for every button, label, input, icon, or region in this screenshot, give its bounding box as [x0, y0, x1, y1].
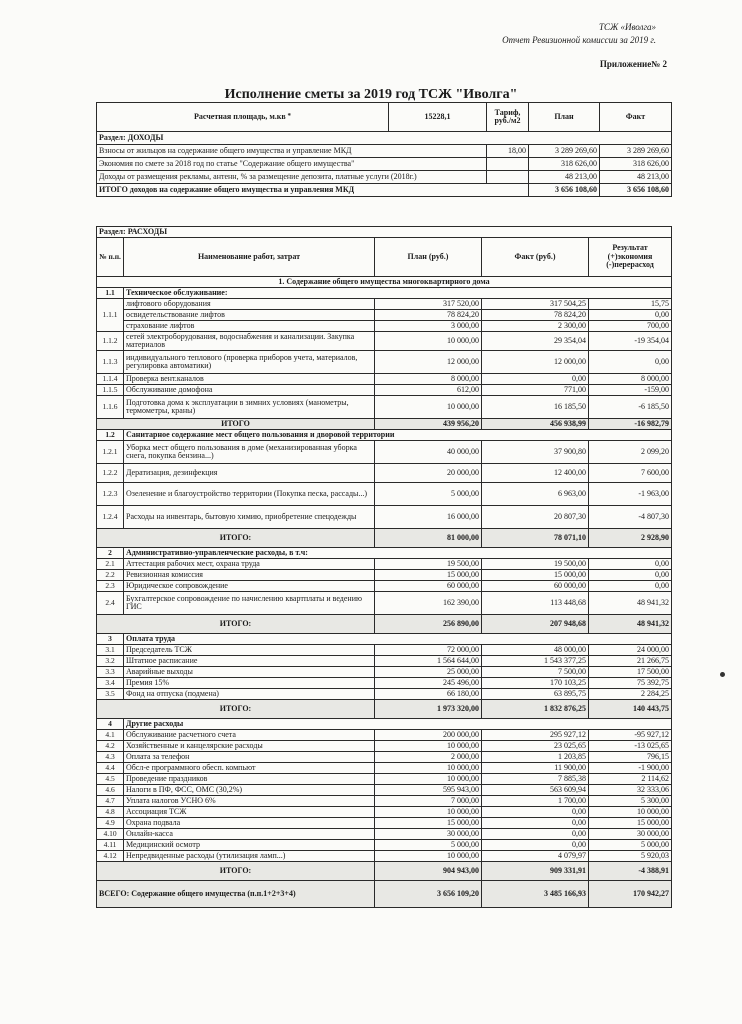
subsection-row — [97, 288, 672, 299]
row-plan: 12 000,00 — [375, 351, 482, 374]
row-result: 24 000,00 — [589, 645, 672, 656]
table-row — [97, 752, 672, 763]
row-fact: 60 000,00 — [482, 581, 589, 592]
row-code: 3.3 — [97, 667, 124, 678]
row-plan: 2 000,00 — [375, 752, 482, 763]
row-name: освидетельствование лифтов — [124, 310, 375, 321]
row-fact: 12 400,00 — [482, 464, 589, 483]
income-total-plan: 3 656 108,60 — [529, 184, 600, 197]
row-name: Онлайн-касса — [124, 829, 375, 840]
income-row-name: Доходы от размещения рекламы, антенн, % за размещение депозита, платные услуги (2018г.) — [97, 171, 487, 184]
row-fact: 295 927,12 — [482, 730, 589, 741]
row-name: Налоги в ПФ, ФСС, ОМС (30,2%) — [124, 785, 375, 796]
income-row-plan: 48 213,00 — [529, 171, 600, 184]
row-result: -1 963,00 — [589, 483, 672, 506]
row-name: сетей электроборудования, водоснабжения и канализации. Закупка материалов — [124, 332, 375, 351]
income-row-name: Экономия по смете за 2018 год по статье "Содержание общего имущества" — [97, 158, 487, 171]
table-row — [97, 667, 672, 678]
row-fact: 0,00 — [482, 807, 589, 818]
income-row — [97, 171, 672, 184]
row-result: 5 920,03 — [589, 851, 672, 862]
subtotal-label: ИТОГО: — [97, 862, 375, 881]
row-code: 2.2 — [97, 570, 124, 581]
row-fact: 7 500,00 — [482, 667, 589, 678]
row-plan: 10 000,00 — [375, 332, 482, 351]
subtotal-fact: 1 832 876,25 — [482, 700, 589, 719]
row-plan: 66 180,00 — [375, 689, 482, 700]
row-code: 1.2 — [97, 430, 124, 441]
row-name: Дератизация, дезинфекция — [124, 464, 375, 483]
row-code: 4.12 — [97, 851, 124, 862]
row-fact: 37 900,80 — [482, 441, 589, 464]
row-result: 7 600,00 — [589, 464, 672, 483]
row-fact: 2 300,00 — [482, 321, 589, 332]
row-code: 2.1 — [97, 559, 124, 570]
subsection-row — [97, 634, 672, 645]
row-plan: 10 000,00 — [375, 763, 482, 774]
row-name: индивидуального теплового (проверка приборов учета, материалов, регулировка автоматики) — [124, 351, 375, 374]
row-code: 4.8 — [97, 807, 124, 818]
row-plan: 25 000,00 — [375, 667, 482, 678]
appendix-label: Приложение№ 2 — [599, 59, 667, 69]
row-code: 4.2 — [97, 741, 124, 752]
row-name: Бухгалтерское сопровождение по начислению квартплаты и ведению ГИС — [124, 592, 375, 615]
row-name: Штатное расписание — [124, 656, 375, 667]
org-line: ТСЖ «Иволга» — [598, 22, 656, 32]
row-code: 4.9 — [97, 818, 124, 829]
page-title: Исполнение сметы за 2019 год ТСЖ "Иволга" — [224, 87, 518, 102]
row-fact: 19 500,00 — [482, 559, 589, 570]
row-name: Ассоциация ТСЖ — [124, 807, 375, 818]
row-name: Аварийные выходы — [124, 667, 375, 678]
expenses-section-row — [97, 227, 672, 238]
row-code: 3.5 — [97, 689, 124, 700]
col-plan-header: План (руб.) — [375, 238, 482, 277]
row-plan: 60 000,00 — [375, 581, 482, 592]
row-result: 48 941,32 — [589, 592, 672, 615]
row-result: 2 099,20 — [589, 441, 672, 464]
table-row — [97, 645, 672, 656]
col-result-header: Результат (+)экономия (-)перерасход — [589, 238, 672, 277]
col-tariff-header: Тариф, руб./м2 — [487, 103, 529, 132]
row-name: Юридическое сопровождение — [124, 581, 375, 592]
table-row — [97, 840, 672, 851]
row-result: -13 025,65 — [589, 741, 672, 752]
col-fact-header: Факт — [600, 103, 672, 132]
table-row — [97, 796, 672, 807]
row-code: 1.1.5 — [97, 385, 124, 396]
table-row — [97, 299, 672, 310]
row-name: Проверка вент.каналов — [124, 374, 375, 385]
row-fact: 0,00 — [482, 818, 589, 829]
row-fact: 4 079,97 — [482, 851, 589, 862]
ink-dot — [720, 672, 725, 677]
row-name: Аттестация рабочих мест, охрана труда — [124, 559, 375, 570]
income-section-row — [97, 132, 672, 145]
table-row — [97, 730, 672, 741]
row-fact: 78 824,20 — [482, 310, 589, 321]
section-title: 1. Содержание общего имущества многоквартирного дома — [97, 277, 672, 288]
subsection-title: Санитарное содержание мест общего пользования и дворовой территории — [124, 430, 672, 441]
subtotal-result: 2 928,90 — [589, 529, 672, 548]
row-result: 21 266,75 — [589, 656, 672, 667]
grand-total-label: ВСЕГО: Содержание общего имущества (п.п.1+2+3+4) — [97, 881, 375, 908]
row-name: Проведение праздников — [124, 774, 375, 785]
row-code: 4 — [97, 719, 124, 730]
row-plan: 78 824,20 — [375, 310, 482, 321]
grand-total-fact: 3 485 166,93 — [482, 881, 589, 908]
row-name: Непредвиденные расходы (утилизация ламп...) — [124, 851, 375, 862]
row-name: Расходы на инвентарь, бытовую химию, приобретение спецодежды — [124, 506, 375, 529]
subtotal-fact: 909 331,91 — [482, 862, 589, 881]
row-fact: 563 609,94 — [482, 785, 589, 796]
row-name: Премия 15% — [124, 678, 375, 689]
row-code: 1.2.4 — [97, 506, 124, 529]
row-name: Уплата налогов УСНО 6% — [124, 796, 375, 807]
subtotal-row — [97, 862, 672, 881]
table-row — [97, 785, 672, 796]
grand-total-row — [97, 881, 672, 908]
row-fact: 20 807,30 — [482, 506, 589, 529]
subtotal-plan: 256 890,00 — [375, 615, 482, 634]
subsection-title: Другие расходы — [124, 719, 672, 730]
row-fact: 29 354,04 — [482, 332, 589, 351]
row-fact: 317 504,25 — [482, 299, 589, 310]
row-result: -4 807,30 — [589, 506, 672, 529]
row-plan: 1 564 644,00 — [375, 656, 482, 667]
table-row — [97, 351, 672, 374]
row-plan: 10 000,00 — [375, 807, 482, 818]
row-result: 0,00 — [589, 581, 672, 592]
row-plan: 15 000,00 — [375, 818, 482, 829]
row-fact: 1 203,85 — [482, 752, 589, 763]
table-row — [97, 829, 672, 840]
area-value: 15228,1 — [389, 103, 487, 132]
col-no-header: № п.п. — [97, 238, 124, 277]
row-result: -159,00 — [589, 385, 672, 396]
row-name: Хозяйственные и канцелярские расходы — [124, 741, 375, 752]
income-row-fact: 48 213,00 — [600, 171, 672, 184]
row-fact: 0,00 — [482, 840, 589, 851]
row-result: -19 354,04 — [589, 332, 672, 351]
table-row — [97, 656, 672, 667]
table-row — [97, 310, 672, 321]
row-result: 0,00 — [589, 351, 672, 374]
table-row — [97, 763, 672, 774]
table-row — [97, 851, 672, 862]
row-result: -6 185,50 — [589, 396, 672, 419]
income-row-tariff — [487, 158, 529, 171]
col-fact-header: Факт (руб.) — [482, 238, 589, 277]
row-plan: 10 000,00 — [375, 396, 482, 419]
row-fact: 7 885,38 — [482, 774, 589, 785]
subtotal-label: ИТОГО — [97, 419, 375, 430]
col-area-header: Расчетная площадь, м.кв * — [97, 103, 389, 132]
row-name: Фонд на отпуска (подмена) — [124, 689, 375, 700]
table-row — [97, 592, 672, 615]
grand-total-plan: 3 656 109,20 — [375, 881, 482, 908]
row-code: 4.7 — [97, 796, 124, 807]
table-row — [97, 774, 672, 785]
row-plan: 10 000,00 — [375, 851, 482, 862]
row-plan: 3 000,00 — [375, 321, 482, 332]
subtotal-plan: 1 973 320,00 — [375, 700, 482, 719]
row-code: 4.5 — [97, 774, 124, 785]
income-total-label: ИТОГО доходов на содержание общего имущества и управления МКД — [97, 184, 529, 197]
table-row — [97, 385, 672, 396]
row-name: Озеленение и благоустройство территории (Покупка песка, рассады...) — [124, 483, 375, 506]
row-plan: 19 500,00 — [375, 559, 482, 570]
row-code: 1.1.6 — [97, 396, 124, 419]
row-result: 700,00 — [589, 321, 672, 332]
row-result: 796,15 — [589, 752, 672, 763]
subsection-title: Оплата труда — [124, 634, 672, 645]
row-result: 15 000,00 — [589, 818, 672, 829]
expenses-table — [96, 226, 672, 908]
table-row — [97, 441, 672, 464]
row-fact: 1 700,00 — [482, 796, 589, 807]
row-fact: 1 543 377,25 — [482, 656, 589, 667]
income-row-fact: 318 626,00 — [600, 158, 672, 171]
row-plan: 200 000,00 — [375, 730, 482, 741]
subsection-row — [97, 719, 672, 730]
table-row — [97, 807, 672, 818]
table-row — [97, 332, 672, 351]
row-code: 2 — [97, 548, 124, 559]
table-row — [97, 483, 672, 506]
row-result: -1 900,00 — [589, 763, 672, 774]
income-section-title: Раздел: ДОХОДЫ — [97, 132, 672, 145]
col-name-header: Наименование работ, затрат — [124, 238, 375, 277]
table-row — [97, 570, 672, 581]
row-plan: 10 000,00 — [375, 774, 482, 785]
subtotal-row — [97, 700, 672, 719]
row-code: 4.10 — [97, 829, 124, 840]
row-result: -95 927,12 — [589, 730, 672, 741]
row-plan: 40 000,00 — [375, 441, 482, 464]
row-fact: 12 000,00 — [482, 351, 589, 374]
subtotal-plan: 81 000,00 — [375, 529, 482, 548]
subtotal-row — [97, 419, 672, 430]
subsection-title: Техническое обслуживание: — [124, 288, 672, 299]
row-code: 1.1.2 — [97, 332, 124, 351]
table-row — [97, 396, 672, 419]
table-row — [97, 678, 672, 689]
income-total-row — [97, 184, 672, 197]
row-plan: 30 000,00 — [375, 829, 482, 840]
row-fact: 16 185,50 — [482, 396, 589, 419]
row-fact: 113 448,68 — [482, 592, 589, 615]
row-code: 4.3 — [97, 752, 124, 763]
grand-total-result: 170 942,27 — [589, 881, 672, 908]
row-name: Подготовка дома к эксплуатации в зимних условиях (манометры, термометры, краны) — [124, 396, 375, 419]
table-row — [97, 581, 672, 592]
row-plan: 5 000,00 — [375, 483, 482, 506]
subsection-row — [97, 548, 672, 559]
row-name: Обслуживание расчетного счета — [124, 730, 375, 741]
row-plan: 7 000,00 — [375, 796, 482, 807]
report-line: Отчет Ревизионной комиссии за 2019 г. — [502, 35, 656, 45]
row-plan: 16 000,00 — [375, 506, 482, 529]
row-plan: 595 943,00 — [375, 785, 482, 796]
row-plan: 20 000,00 — [375, 464, 482, 483]
row-fact: 771,00 — [482, 385, 589, 396]
row-fact: 11 900,00 — [482, 763, 589, 774]
subtotal-fact: 207 948,68 — [482, 615, 589, 634]
col-plan-header: План — [529, 103, 600, 132]
row-code: 1.2.2 — [97, 464, 124, 483]
table-row — [97, 374, 672, 385]
row-fact: 6 963,00 — [482, 483, 589, 506]
table-row — [97, 818, 672, 829]
row-code: 3.1 — [97, 645, 124, 656]
row-code: 3.4 — [97, 678, 124, 689]
subsection-row — [97, 430, 672, 441]
row-code: 4.1 — [97, 730, 124, 741]
income-row-fact: 3 289 269,60 — [600, 145, 672, 158]
subtotal-label: ИТОГО: — [97, 529, 375, 548]
row-code: 1.2.3 — [97, 483, 124, 506]
subtotal-row — [97, 529, 672, 548]
row-plan: 8 000,00 — [375, 374, 482, 385]
row-fact: 0,00 — [482, 829, 589, 840]
subtotal-plan: 904 943,00 — [375, 862, 482, 881]
row-result: 0,00 — [589, 570, 672, 581]
row-result: 15,75 — [589, 299, 672, 310]
row-code: 3.2 — [97, 656, 124, 667]
row-plan: 162 390,00 — [375, 592, 482, 615]
row-code: 2.3 — [97, 581, 124, 592]
income-row-plan: 318 626,00 — [529, 158, 600, 171]
row-fact: 0,00 — [482, 374, 589, 385]
income-row — [97, 145, 672, 158]
row-result: 30 000,00 — [589, 829, 672, 840]
row-code: 3 — [97, 634, 124, 645]
income-row-name: Взносы от жильцов на содержание общего имущества и управление МКД — [97, 145, 487, 158]
subtotal-result: 140 443,75 — [589, 700, 672, 719]
income-row-tariff: 18,00 — [487, 145, 529, 158]
row-code: 4.11 — [97, 840, 124, 851]
section-row — [97, 277, 672, 288]
row-fact: 170 103,25 — [482, 678, 589, 689]
subtotal-row — [97, 615, 672, 634]
row-result: 5 300,00 — [589, 796, 672, 807]
row-code: 2.4 — [97, 592, 124, 615]
row-result: 0,00 — [589, 559, 672, 570]
row-result: 10 000,00 — [589, 807, 672, 818]
row-fact: 23 025,65 — [482, 741, 589, 752]
table-row — [97, 689, 672, 700]
row-code: 1.1.1 — [97, 299, 124, 332]
row-plan: 317 520,00 — [375, 299, 482, 310]
subtotal-result: 48 941,32 — [589, 615, 672, 634]
income-row-plan: 3 289 269,60 — [529, 145, 600, 158]
row-name: страхование лифтов — [124, 321, 375, 332]
row-name: Председатель ТСЖ — [124, 645, 375, 656]
subsection-title: Административно-управленческие расходы, в т.ч: — [124, 548, 672, 559]
subtotal-label: ИТОГО: — [97, 615, 375, 634]
income-row-tariff — [487, 171, 529, 184]
table-row — [97, 464, 672, 483]
subtotal-label: ИТОГО: — [97, 700, 375, 719]
row-fact: 63 895,75 — [482, 689, 589, 700]
table-row — [97, 506, 672, 529]
row-result: 8 000,00 — [589, 374, 672, 385]
row-result: 5 000,00 — [589, 840, 672, 851]
expenses-section-title: Раздел: РАСХОДЫ — [97, 227, 672, 238]
row-result: 17 500,00 — [589, 667, 672, 678]
expenses-header-row — [97, 238, 672, 277]
subtotal-plan: 439 956,20 — [375, 419, 482, 430]
income-row — [97, 158, 672, 171]
row-plan: 245 496,00 — [375, 678, 482, 689]
subtotal-result: -4 388,91 — [589, 862, 672, 881]
row-name: Охрана подвала — [124, 818, 375, 829]
row-name: Ревизионная комиссия — [124, 570, 375, 581]
row-name: Обсл-е программного обесп. компьют — [124, 763, 375, 774]
row-plan: 5 000,00 — [375, 840, 482, 851]
row-code: 4.4 — [97, 763, 124, 774]
row-fact: 15 000,00 — [482, 570, 589, 581]
subtotal-fact: 78 071,10 — [482, 529, 589, 548]
row-code: 1.1.4 — [97, 374, 124, 385]
row-fact: 48 000,00 — [482, 645, 589, 656]
table-row — [97, 741, 672, 752]
income-total-fact: 3 656 108,60 — [600, 184, 672, 197]
row-code: 1.1.3 — [97, 351, 124, 374]
row-code: 1.1 — [97, 288, 124, 299]
table-row — [97, 559, 672, 570]
row-name: Уборка мест общего пользования в доме (механизированная уборка снега, покупка бензина...) — [124, 441, 375, 464]
subtotal-fact: 456 938,99 — [482, 419, 589, 430]
row-name: Медицинский осмотр — [124, 840, 375, 851]
income-table — [96, 102, 672, 197]
table-row — [97, 321, 672, 332]
row-result: 32 333,06 — [589, 785, 672, 796]
row-name: лифтового оборудования — [124, 299, 375, 310]
row-result: 75 392,75 — [589, 678, 672, 689]
row-plan: 10 000,00 — [375, 741, 482, 752]
row-code: 1.2.1 — [97, 441, 124, 464]
row-plan: 15 000,00 — [375, 570, 482, 581]
row-result: 2 284,25 — [589, 689, 672, 700]
row-result: 2 114,62 — [589, 774, 672, 785]
row-plan: 72 000,00 — [375, 645, 482, 656]
row-plan: 612,00 — [375, 385, 482, 396]
income-header-row — [97, 103, 672, 132]
row-name: Обслуживание домофона — [124, 385, 375, 396]
row-name: Оплата за телефон — [124, 752, 375, 763]
row-result: 0,00 — [589, 310, 672, 321]
row-code: 4.6 — [97, 785, 124, 796]
subtotal-result: -16 982,79 — [589, 419, 672, 430]
